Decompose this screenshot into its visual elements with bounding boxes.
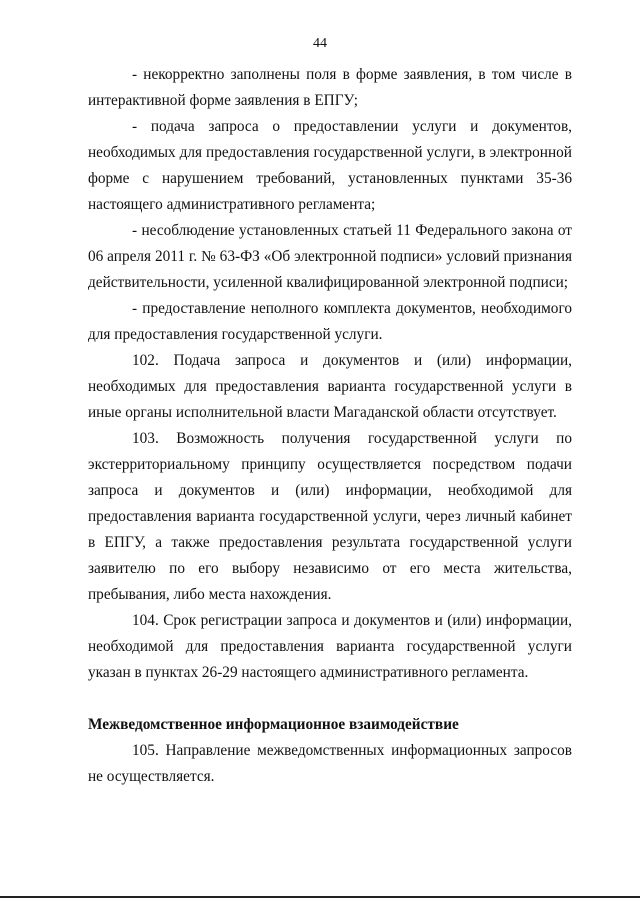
paragraph: 104. Срок регистрации запроса и документов и (или) информации, необходимой для предоставления варианта государственной услуги указан в пунктах 26-29 настоящего административного регламента. bbox=[88, 612, 572, 681]
bottom-border bbox=[0, 896, 640, 898]
paragraph: 105. Направление межведомственных информационных запросов не осуществляется. bbox=[88, 742, 572, 785]
paragraph: - несоблюдение установленных статьей 11 Федерального закона от 06 апреля 2011 г. № 63-ФЗ «Об электронной подписи» условий признания действительности, усиленной квалифицированной электронной подписи; bbox=[88, 222, 572, 291]
document-body bbox=[88, 62, 572, 790]
page-number: 44 bbox=[313, 36, 327, 51]
section-heading: Межведомственное информационное взаимодействие bbox=[88, 716, 459, 733]
paragraph: 102. Подача запроса и документов и (или) информации, необходимых для предоставления варианта государственной услуги в иные органы исполнительной власти Магаданской области отсутствует. bbox=[88, 352, 572, 421]
paragraph: 103. Возможность получения государственной услуги по экстерриториальному принципу осуществляется посредством подачи запроса и документов и (или) информации, необходимой для предоставления варианта государственной услуги, через личный кабинет в ЕПГУ, а также предоставления результата государственной услуги заявителю по его выбору независимо от его места жительства, пребывания, либо места нахождения. bbox=[88, 430, 572, 603]
paragraph: - некорректно заполнены поля в форме заявления, в том числе в интерактивной форме заявления в ЕПГУ; bbox=[88, 66, 572, 109]
paragraph: - предоставление неполного комплекта документов, необходимого для предоставления государственной услуги. bbox=[88, 300, 572, 343]
paragraph: - подача запроса о предоставлении услуги и документов, необходимых для предоставления государственной услуги, в электронной форме с нарушением требований, установленных пунктами 35-36 настоящего административного регламента; bbox=[88, 118, 572, 213]
